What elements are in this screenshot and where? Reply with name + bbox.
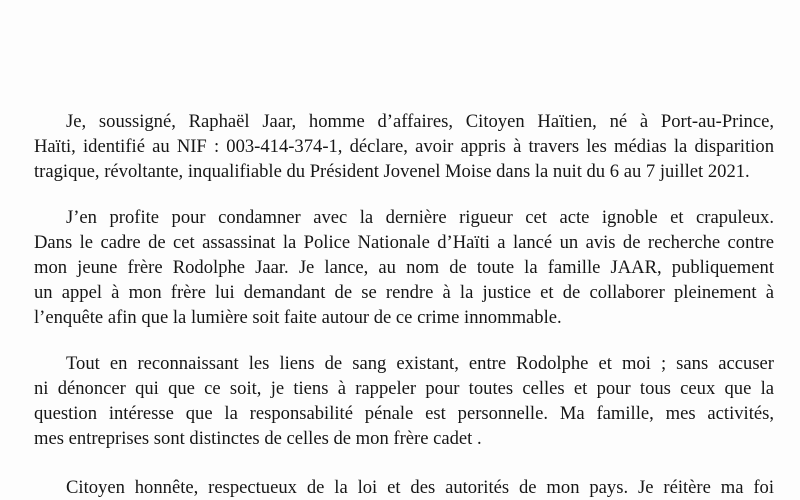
paragraph-1-line-3: tragique, révoltante, inqualifiable du Président Jovenel Moise dans la nuit du 6 au 7 juillet 2021.	[34, 161, 750, 182]
paragraph-2-line-3: mon jeune frère Rodolphe Jaar. Je lance, au nom de toute la famille JAAR, publiquement	[34, 257, 774, 278]
paragraph-3-line-1: Tout en reconnaissant les liens de sang existant, entre Rodolphe et moi ; sans accuser	[66, 353, 774, 374]
paragraph-2-line-4: un appel à mon frère lui demandant de se rendre à la justice et de collaborer pleinement à	[34, 282, 774, 303]
paragraph-2-line-2: Dans le cadre de cet assassinat la Police Nationale d’Haïti a lancé un avis de recherche contre	[34, 232, 774, 253]
paragraph-3-line-2: ni dénoncer qui que ce soit, je tiens à rappeler pour toutes celles et pour tous ceux que la	[34, 378, 774, 399]
paragraph-3-line-4: mes entreprises sont distinctes de celles de mon frère cadet .	[34, 428, 482, 449]
paragraph-1-line-1: Je, soussigné, Raphaël Jaar, homme d’affaires, Citoyen Haïtien, né à Port-au-Prince,	[66, 111, 774, 132]
paragraph-2-line-1: J’en profite pour condamner avec la dernière rigueur cet acte ignoble et crapuleux.	[66, 207, 774, 228]
paragraph-1-line-2: Haïti, identifié au NIF : 003-414-374-1, déclare, avoir appris à travers les médias la disparition	[34, 136, 774, 157]
paragraph-4-line-1: Citoyen honnête, respectueux de la loi et des autorités de mon pays. Je réitère ma foi	[66, 477, 774, 498]
paragraph-2-line-5: l’enquête afin que la lumière soit faite autour de ce crime innommable.	[34, 307, 562, 328]
paragraph-3-line-3: question intéresse que la responsabilité pénale est personnelle. Ma famille, mes activités,	[34, 403, 774, 424]
